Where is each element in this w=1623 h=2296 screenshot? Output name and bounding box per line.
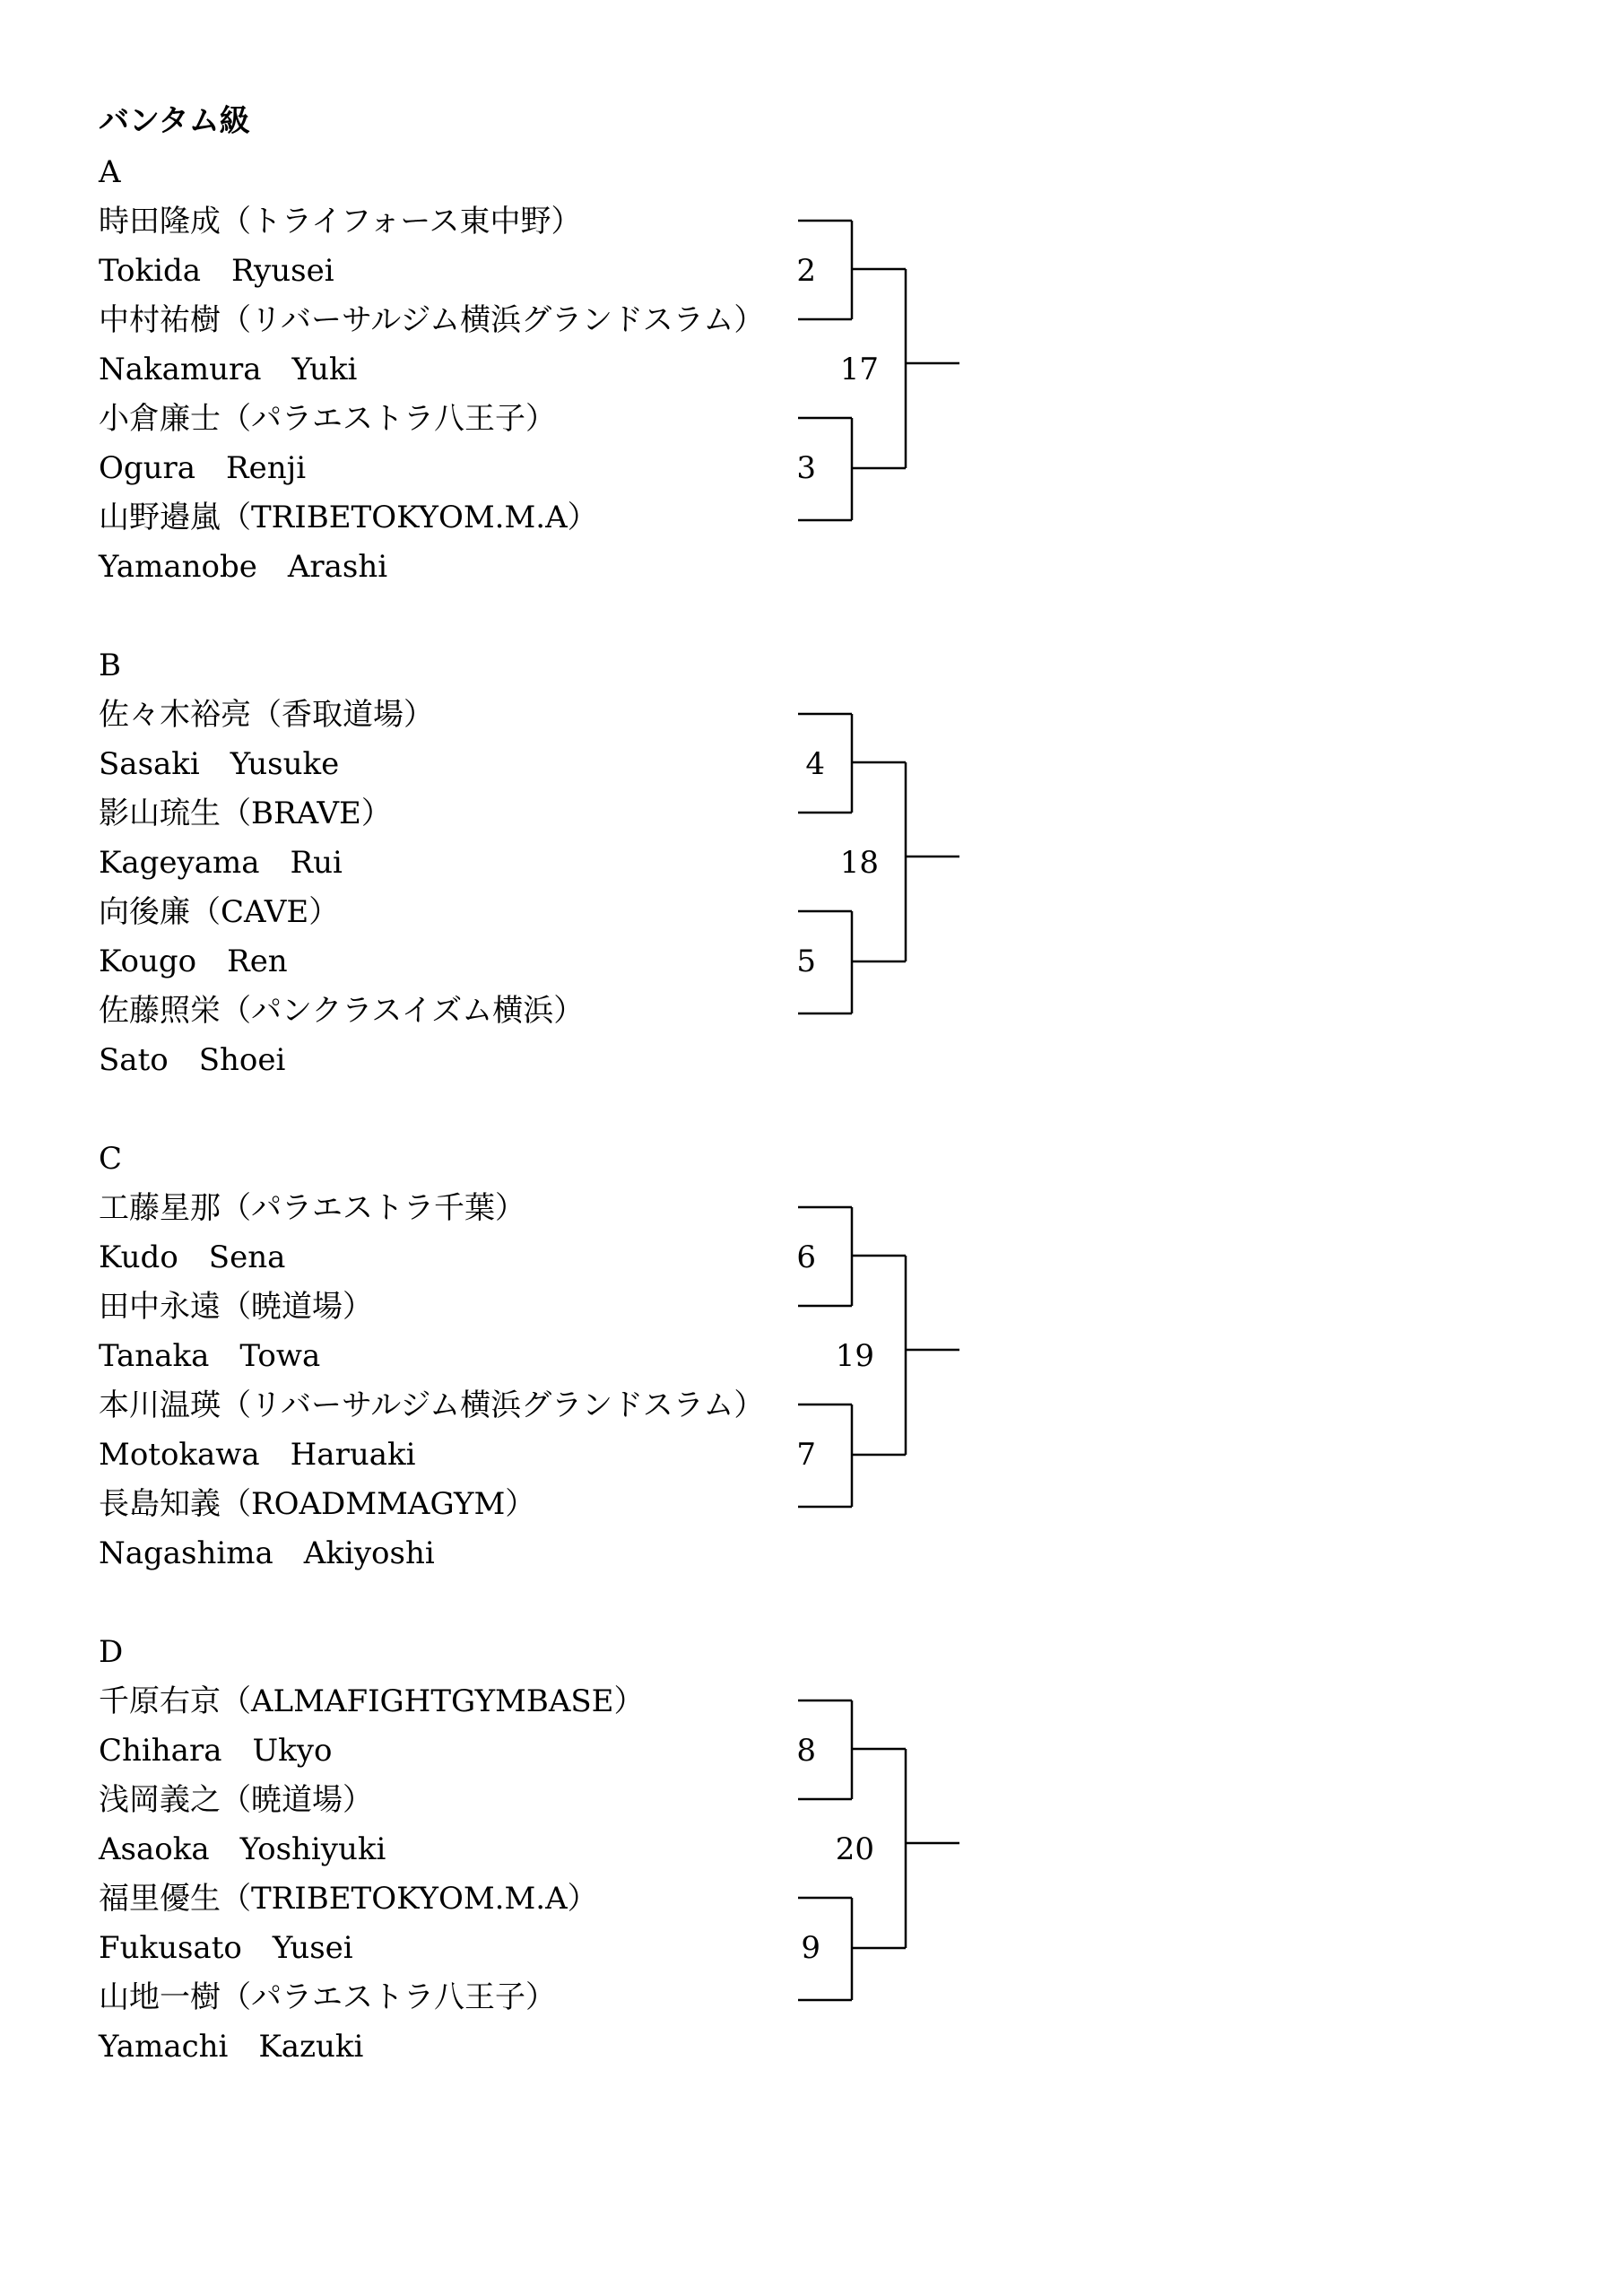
bracket-b-lines bbox=[798, 714, 959, 1013]
fighter-name-jp: 小倉廉士（パラエストラ八王子） bbox=[99, 401, 556, 437]
fighter-name-jp: 時田隆成（トライフォース東中野） bbox=[99, 204, 582, 239]
fighter-name-jp: 浅岡義之（暁道場） bbox=[99, 1782, 373, 1818]
fighter-name-en: Kageyama Rui bbox=[99, 845, 343, 881]
fighter-name-en: Nagashima Akiyoshi bbox=[99, 1535, 435, 1571]
match-number: 6 bbox=[796, 1239, 816, 1275]
group-label: B bbox=[99, 648, 121, 683]
fighter-name-en: Kudo Sena bbox=[99, 1239, 286, 1275]
fighter-name-jp: 工藤星那（パラエストラ千葉） bbox=[99, 1190, 525, 1226]
final-match-number: 19 bbox=[835, 1338, 874, 1374]
fighter-name-jp: 山野邉嵐（TRIBETOKYOM.M.A） bbox=[99, 500, 598, 535]
bracket-a-lines bbox=[798, 221, 959, 520]
fighter-name-en: Kougo Ren bbox=[99, 944, 288, 979]
fighter-name-jp: 佐藤照栄（パンクラスイズム横浜） bbox=[99, 993, 585, 1029]
final-match-number: 18 bbox=[839, 845, 879, 881]
match-number: 5 bbox=[796, 944, 816, 979]
group-label: A bbox=[99, 154, 121, 190]
fighter-name-en: Fukusato Yusei bbox=[99, 1930, 353, 1966]
fighter-name-jp: 山地一樹（パラエストラ八王子） bbox=[99, 1979, 556, 2015]
match-number: 9 bbox=[801, 1930, 820, 1966]
bracket-d-lines bbox=[798, 1700, 959, 2000]
fighter-name-jp: 影山琉生（BRAVE） bbox=[99, 796, 392, 831]
group-label: D bbox=[99, 1634, 124, 1670]
final-match-number: 20 bbox=[835, 1831, 874, 1867]
fighter-name-en: Sasaki Yusuke bbox=[99, 746, 340, 782]
fighter-name-en: Motokawa Haruaki bbox=[99, 1437, 416, 1473]
fighter-name-jp: 中村祐樹（リバーサルジム横浜グランドスラム） bbox=[99, 302, 765, 338]
final-match-number: 17 bbox=[839, 352, 879, 387]
bracket-c-lines bbox=[798, 1207, 959, 1507]
match-number: 3 bbox=[796, 450, 816, 486]
fighter-name-en: Ogura Renji bbox=[99, 450, 307, 486]
fighter-name-jp: 本川温瑛（リバーサルジム横浜グランドスラム） bbox=[99, 1387, 765, 1423]
match-number: 4 bbox=[805, 746, 825, 782]
match-number: 8 bbox=[796, 1733, 816, 1769]
fighter-name-en: Chihara Ukyo bbox=[99, 1733, 333, 1769]
match-number: 7 bbox=[796, 1437, 816, 1473]
page-title: バンタム級 bbox=[99, 103, 250, 139]
fighter-name-en: Tokida Ryusei bbox=[99, 253, 334, 289]
fighter-name-jp: 佐々木裕亮（香取道場） bbox=[99, 697, 434, 733]
fighter-name-en: Asaoka Yoshiyuki bbox=[99, 1831, 386, 1867]
fighter-name-jp: 千原右京（ALMAFIGHTGYMBASE） bbox=[99, 1683, 645, 1719]
fighter-name-jp: 向後廉（CAVE） bbox=[99, 894, 340, 930]
fighter-name-en: Yamachi Kazuki bbox=[99, 2029, 364, 2065]
group-label: C bbox=[99, 1141, 123, 1177]
match-number: 2 bbox=[796, 253, 816, 289]
fighter-name-en: Sato Shoei bbox=[99, 1042, 286, 1078]
fighter-name-en: Nakamura Yuki bbox=[99, 352, 358, 387]
fighter-name-jp: 田中永遠（暁道場） bbox=[99, 1289, 373, 1325]
fighter-name-en: Yamanobe Arashi bbox=[99, 549, 388, 585]
fighter-name-en: Tanaka Towa bbox=[99, 1338, 321, 1374]
fighter-name-jp: 長島知義（ROADMMAGYM） bbox=[99, 1486, 536, 1522]
fighter-name-jp: 福里優生（TRIBETOKYOM.M.A） bbox=[99, 1881, 598, 1917]
